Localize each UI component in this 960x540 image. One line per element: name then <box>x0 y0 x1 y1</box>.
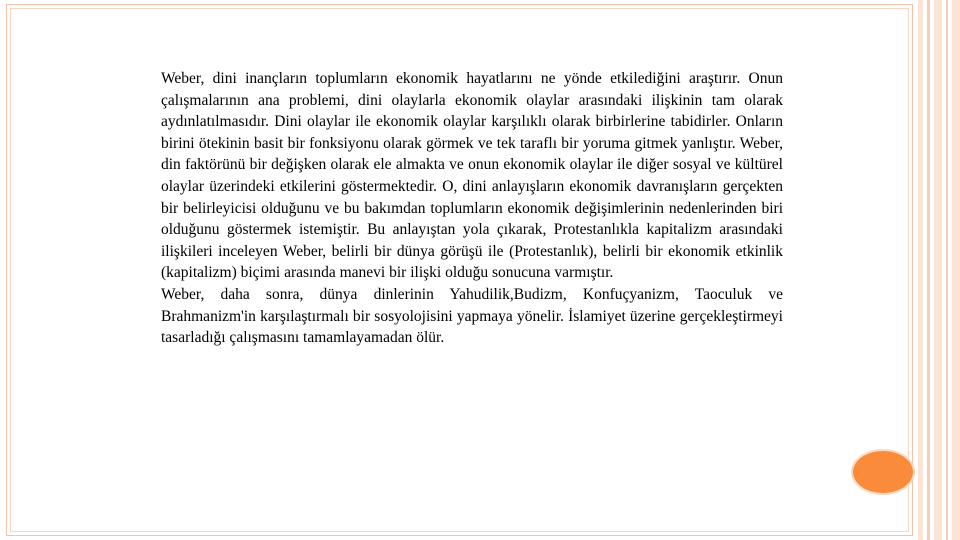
stripe <box>927 0 930 540</box>
decorative-circle-icon <box>851 449 915 495</box>
decorative-stripes <box>918 0 960 540</box>
stripe <box>946 0 948 540</box>
paragraph-world-religions: Weber, daha sonra, dünya dinlerinin Yahudilik,Budizm, Konfuçyanizm, Taoculuk ve Brahmanizm'in karşılaştırmalı bir sosyolojisini yapmaya yönelir. İslamiyet üzerine gerçekleştirmeyi tasarladığı çalışmasını tamamlayamadan ölür. <box>161 285 783 347</box>
stripe <box>918 0 923 540</box>
slide-body-text <box>161 68 783 349</box>
stripe <box>934 0 942 540</box>
stripe <box>952 0 960 540</box>
paragraph-weber-religion-economy: Weber, dini inançların toplumların ekonomik hayatlarını ne yönde etkilediğini araştırır. Onun çalışmalarının ana problemi, dini olaylarla ekonomik olaylar arasındaki ilişkinin tam olarak aydınlatılmasıdır. Dini olaylar ile ekonomik olaylar karşılıklı olarak birbirlerine tabidirler. Onların birini ötekinin basit bir fonksiyonu olarak görmek ve tek taraflı bir yoruma gitmek yanlıştır. Weber, din faktörünü bir değişken olarak ele almakta ve onun ekonomik olaylar ile diğer sosyal ve kültürel olaylar üzerindeki etkilerini göstermektedir. O, dini anlayışların ekonomik davranışların gerçekten bir belirleyicisi olduğunu ve bu bakımdan toplumların ekonomik değişimlerinin nedenlerinden biri olduğunu göstermek istemiştir. Bu anlayıştan yola çıkarak, Protestanlıkla kapitalizm arasındaki ilişkileri inceleyen Weber, belirli bir dünya görüşü ile (Protestanlık), belirli bir ekonomik etkinlik (kapitalizm) biçimi arasında manevi bir ilişki olduğu sonucuna varmıştır. <box>161 70 783 282</box>
